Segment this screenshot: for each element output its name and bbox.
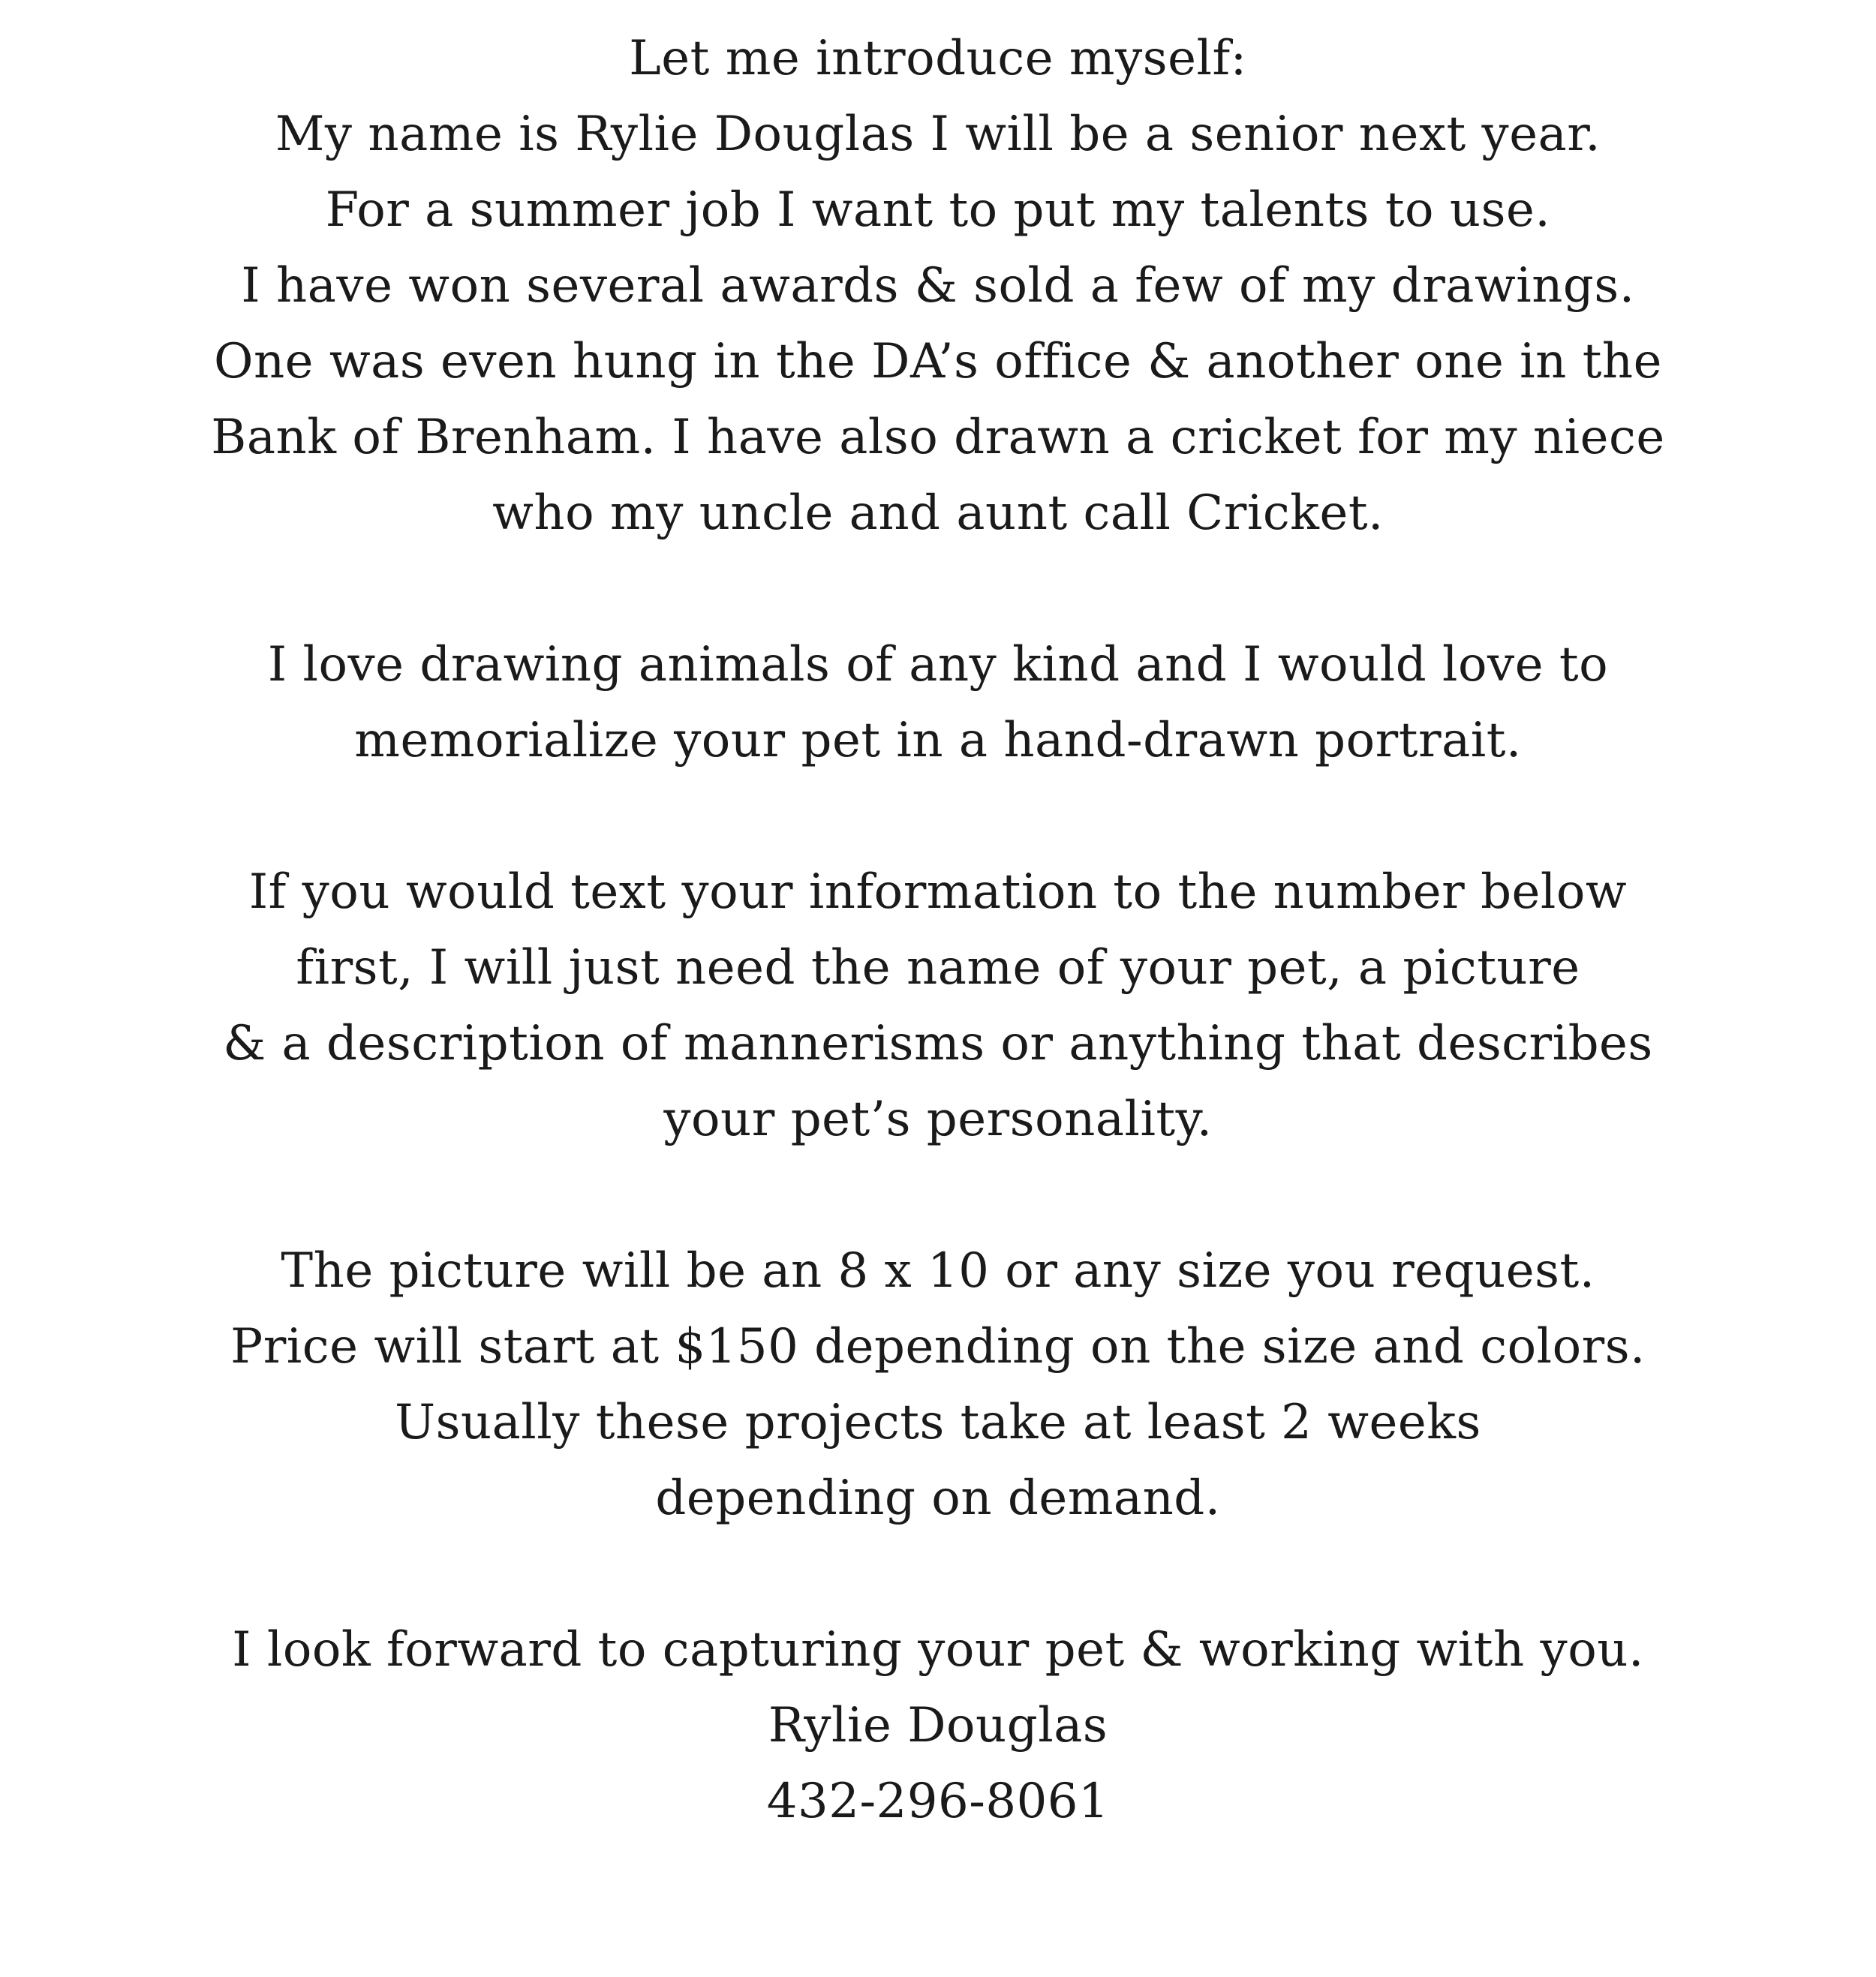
pricing-line: Usually these projects take at least 2 weeks [395, 1395, 1481, 1450]
phone-number: 432-296-8061 [766, 1774, 1110, 1829]
pricing-line: The picture will be an 8 x 10 or any size you request. [281, 1243, 1595, 1299]
paragraph-gap [0, 551, 1876, 627]
animals-line: I love drawing animals of any kind and I would love to [267, 637, 1609, 693]
intro-line: Let me introduce myself: [629, 31, 1247, 86]
pricing-line: Price will start at $150 depending on the size and colors. [230, 1319, 1646, 1375]
animals-line: memorialize your pet in a hand-drawn portrait. [354, 713, 1522, 768]
info-line: & a description of mannerisms or anything that describes [223, 1016, 1653, 1071]
intro-line: I have won several awards & sold a few of my drawings. [241, 258, 1635, 314]
paragraph-gap [0, 1537, 1876, 1612]
intro-line: For a summer job I want to put my talents to use. [325, 182, 1551, 238]
paragraph-gap [0, 779, 1876, 855]
intro-line: Bank of Brenham. I have also drawn a cricket for my niece [211, 410, 1665, 465]
letter-body [0, 21, 1876, 1840]
info-line: your pet’s personality. [663, 1092, 1213, 1147]
closing-line: I look forward to capturing your pet & working with you. [232, 1622, 1644, 1678]
intro-line: My name is Rylie Douglas I will be a senior next year. [275, 107, 1601, 162]
intro-line: who my uncle and aunt call Cricket. [492, 485, 1384, 541]
paragraph-gap [0, 1158, 1876, 1233]
info-line: If you would text your information to the number below [248, 864, 1628, 920]
info-line: first, I will just need the name of your pet, a picture [296, 940, 1580, 996]
signature: Rylie Douglas [768, 1698, 1108, 1753]
pricing-line: depending on demand. [655, 1471, 1221, 1526]
intro-line: One was even hung in the DA’s office & another one in the [213, 334, 1663, 389]
